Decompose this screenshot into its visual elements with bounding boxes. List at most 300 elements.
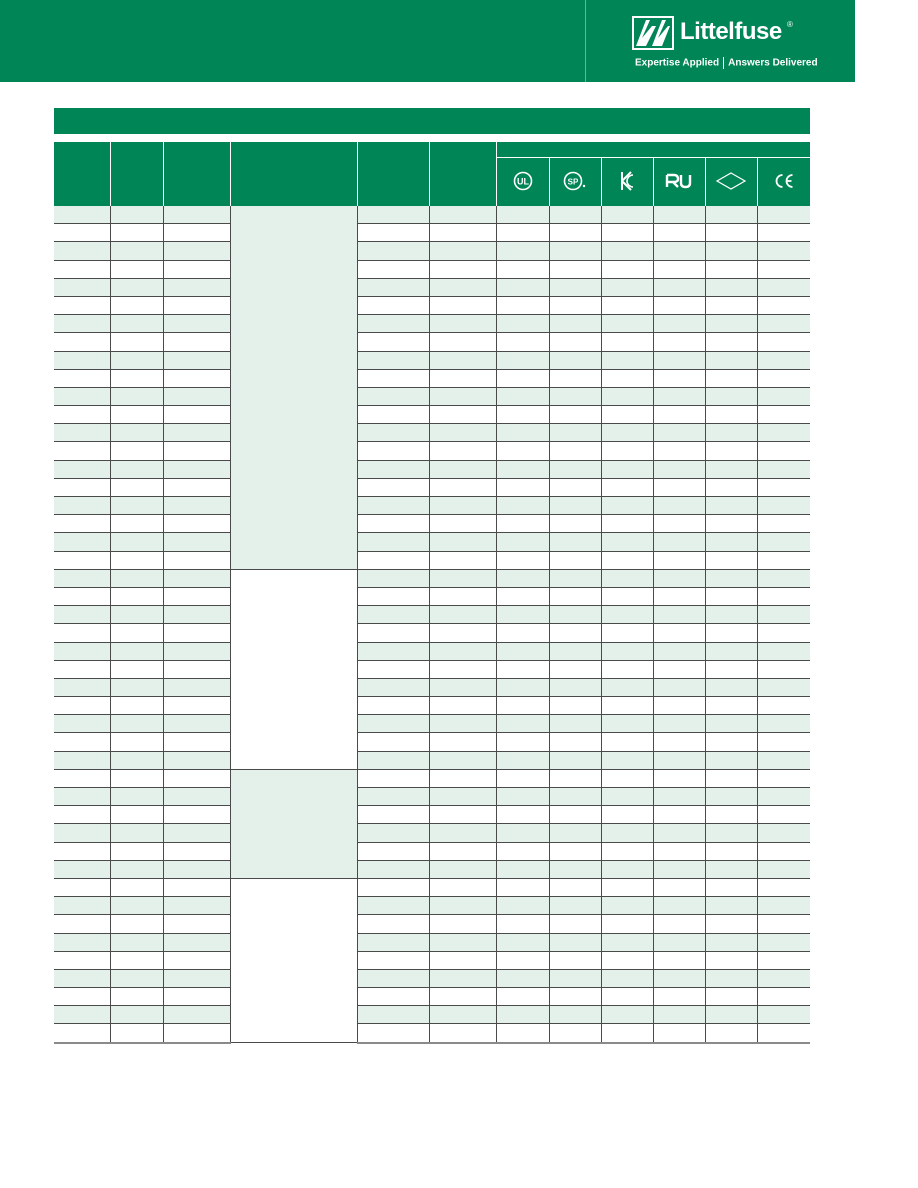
table-cell: [705, 515, 757, 533]
table-cell: [705, 497, 757, 515]
table-cell: [757, 569, 810, 587]
table-cell: [549, 733, 601, 751]
ce-icon: [758, 171, 811, 193]
table-cell: [54, 824, 110, 842]
section-title-bar: [54, 108, 810, 134]
table-cell: [757, 242, 810, 260]
table-cell: [653, 515, 705, 533]
table-cell: [429, 315, 496, 333]
table-cell: [601, 587, 653, 605]
table-cell: [705, 296, 757, 314]
table-cell: [54, 315, 110, 333]
table-cell: [110, 897, 163, 915]
littelfuse-logo-icon: [632, 16, 674, 50]
table-cell: [110, 878, 163, 896]
table-cell: [357, 333, 429, 351]
registered-mark: ®: [787, 20, 793, 29]
table-cell: [163, 969, 230, 987]
table-row: [54, 296, 810, 314]
table-cell: [163, 806, 230, 824]
column-header: [230, 142, 357, 206]
table-cell: [757, 442, 810, 460]
table-row: [54, 315, 810, 333]
table-cell: [429, 842, 496, 860]
table-cell: [429, 860, 496, 878]
table-cell: [549, 751, 601, 769]
svg-text:SP: SP: [567, 177, 579, 187]
table-cell: [653, 587, 705, 605]
table-cell: [429, 806, 496, 824]
table-cell: [110, 842, 163, 860]
table-cell: [110, 860, 163, 878]
table-cell: [757, 587, 810, 605]
table-cell: [653, 933, 705, 951]
table-row: [54, 842, 810, 860]
table-cell: [110, 315, 163, 333]
table-cell: [653, 715, 705, 733]
table-cell: [357, 788, 429, 806]
table-cell: [163, 515, 230, 533]
table-cell: [429, 1006, 496, 1024]
table-cell: [601, 333, 653, 351]
table-cell: [54, 351, 110, 369]
table-cell: [601, 824, 653, 842]
column-header: [163, 142, 230, 206]
table-cell: [601, 751, 653, 769]
table-cell: [757, 842, 810, 860]
table-cell: [757, 806, 810, 824]
table-row: [54, 933, 810, 951]
table-cell: [601, 715, 653, 733]
table-cell: [357, 387, 429, 405]
table-row: [54, 951, 810, 969]
table-cell: [357, 842, 429, 860]
table-cell: [357, 424, 429, 442]
table-cell: [110, 624, 163, 642]
table-cell: [496, 951, 549, 969]
table-cell: [357, 1006, 429, 1024]
table-cell: [549, 515, 601, 533]
table-cell: [496, 369, 549, 387]
table-cell: [496, 660, 549, 678]
table-cell: [357, 497, 429, 515]
kc-icon: [602, 170, 653, 194]
table-cell: [549, 551, 601, 569]
table-cell: [705, 569, 757, 587]
table-cell: [54, 806, 110, 824]
table-cell: [163, 788, 230, 806]
table-cell: [429, 751, 496, 769]
table-cell: [54, 587, 110, 605]
table-cell: [705, 224, 757, 242]
table-row: [54, 769, 810, 787]
table-cell: [705, 788, 757, 806]
table-cell: [54, 333, 110, 351]
table-cell: [54, 442, 110, 460]
table-cell: [429, 824, 496, 842]
table-cell: [653, 351, 705, 369]
table-cell: [429, 1024, 496, 1043]
table-cell: [549, 442, 601, 460]
table-cell: [54, 296, 110, 314]
table-cell: [357, 460, 429, 478]
table-cell: [601, 606, 653, 624]
table-cell: [357, 242, 429, 260]
table-cell: [110, 497, 163, 515]
table-cell: [429, 660, 496, 678]
table-cell: [429, 387, 496, 405]
table-cell: [496, 478, 549, 496]
table-cell: [357, 642, 429, 660]
table-cell: [163, 315, 230, 333]
logo-wordmark: Littelfuse: [680, 18, 782, 45]
table-cell: [110, 788, 163, 806]
table-cell: [163, 915, 230, 933]
table-cell: [357, 296, 429, 314]
table-cell: [429, 933, 496, 951]
table-cell: [601, 988, 653, 1006]
merged-group-cell: [230, 878, 357, 1042]
table-cell: [54, 897, 110, 915]
table-cell: [496, 860, 549, 878]
table-cell: [757, 515, 810, 533]
table-cell: [429, 460, 496, 478]
table-cell: [110, 751, 163, 769]
table-cell: [357, 988, 429, 1006]
table-cell: [757, 497, 810, 515]
table-cell: [163, 624, 230, 642]
table-cell: [653, 206, 705, 224]
table-cell: [653, 624, 705, 642]
table-cell: [54, 678, 110, 696]
table-row: [54, 569, 810, 587]
agency-column-header: [496, 158, 549, 207]
table-cell: [705, 624, 757, 642]
table-cell: [757, 315, 810, 333]
table-cell: [496, 242, 549, 260]
table-cell: [429, 678, 496, 696]
table-cell: [653, 606, 705, 624]
table-cell: [549, 897, 601, 915]
table-cell: [357, 351, 429, 369]
svg-text:UL: UL: [516, 176, 529, 187]
table-cell: [357, 533, 429, 551]
table-cell: [429, 624, 496, 642]
table-cell: [163, 278, 230, 296]
table-cell: [653, 806, 705, 824]
table-cell: [601, 951, 653, 969]
table-cell: [705, 478, 757, 496]
table-cell: [429, 569, 496, 587]
table-cell: [653, 915, 705, 933]
table-cell: [54, 206, 110, 224]
table-cell: [429, 296, 496, 314]
table-cell: [653, 969, 705, 987]
table-cell: [496, 315, 549, 333]
table-cell: [757, 533, 810, 551]
table-cell: [357, 569, 429, 587]
table-cell: [110, 442, 163, 460]
table-cell: [757, 206, 810, 224]
table-cell: [357, 442, 429, 460]
table-cell: [163, 660, 230, 678]
table-cell: [357, 606, 429, 624]
table-cell: [357, 751, 429, 769]
table-cell: [357, 587, 429, 605]
table-cell: [110, 1024, 163, 1043]
table-cell: [496, 533, 549, 551]
table-cell: [705, 660, 757, 678]
table-cell: [163, 642, 230, 660]
table-cell: [357, 624, 429, 642]
table-cell: [357, 260, 429, 278]
table-cell: [110, 769, 163, 787]
table-cell: [549, 1024, 601, 1043]
table-cell: [110, 333, 163, 351]
table-row: [54, 497, 810, 515]
table-cell: [757, 933, 810, 951]
table-row: [54, 206, 810, 224]
table-cell: [549, 369, 601, 387]
table-row: [54, 988, 810, 1006]
table-cell: [110, 569, 163, 587]
tagline-right: Answers Delivered: [728, 57, 818, 69]
table-cell: [429, 260, 496, 278]
table-cell: [757, 678, 810, 696]
table-cell: [110, 296, 163, 314]
table-cell: [601, 897, 653, 915]
table-cell: [110, 206, 163, 224]
table-cell: [601, 860, 653, 878]
header-divider: [585, 0, 586, 82]
ordering-table: [54, 142, 810, 1044]
table-cell: [601, 660, 653, 678]
table-cell: [163, 587, 230, 605]
table-row: [54, 751, 810, 769]
table-cell: [653, 369, 705, 387]
table-cell: [54, 933, 110, 951]
table-cell: [54, 769, 110, 787]
table-cell: [653, 224, 705, 242]
table-cell: [110, 969, 163, 987]
table-cell: [601, 915, 653, 933]
table-row: [54, 351, 810, 369]
table-cell: [705, 678, 757, 696]
table-cell: [496, 624, 549, 642]
table-cell: [429, 969, 496, 987]
table-cell: [653, 878, 705, 896]
table-cell: [653, 824, 705, 842]
table-cell: [357, 315, 429, 333]
table-cell: [705, 933, 757, 951]
table-cell: [653, 860, 705, 878]
table-cell: [54, 606, 110, 624]
table-cell: [54, 460, 110, 478]
table-cell: [653, 1024, 705, 1043]
table-cell: [357, 1024, 429, 1043]
table-cell: [705, 387, 757, 405]
pse-icon: [706, 171, 757, 193]
table-cell: [549, 351, 601, 369]
table-cell: [653, 497, 705, 515]
table-row: [54, 406, 810, 424]
table-cell: [496, 842, 549, 860]
table-cell: [705, 551, 757, 569]
table-cell: [705, 878, 757, 896]
table-cell: [54, 660, 110, 678]
table-cell: [429, 533, 496, 551]
table-cell: [54, 878, 110, 896]
table-row: [54, 460, 810, 478]
table-cell: [757, 660, 810, 678]
table-row: [54, 587, 810, 605]
table-cell: [705, 533, 757, 551]
table-cell: [54, 969, 110, 987]
table-cell: [549, 387, 601, 405]
table-cell: [429, 642, 496, 660]
table-cell: [757, 278, 810, 296]
table-cell: [110, 1006, 163, 1024]
table-cell: [357, 915, 429, 933]
table-cell: [357, 478, 429, 496]
table-cell: [757, 369, 810, 387]
table-cell: [496, 497, 549, 515]
table-cell: [705, 278, 757, 296]
table-cell: [653, 260, 705, 278]
table-cell: [110, 260, 163, 278]
table-cell: [163, 769, 230, 787]
table-cell: [757, 1006, 810, 1024]
table-cell: [429, 878, 496, 896]
table-cell: [110, 733, 163, 751]
table-cell: [496, 206, 549, 224]
table-cell: [110, 351, 163, 369]
table-cell: [429, 515, 496, 533]
table-row: [54, 915, 810, 933]
table-cell: [757, 951, 810, 969]
table-cell: [549, 842, 601, 860]
table-cell: [757, 824, 810, 842]
table-cell: [110, 551, 163, 569]
column-header: [429, 142, 496, 206]
table-cell: [601, 624, 653, 642]
table-cell: [757, 897, 810, 915]
table-cell: [705, 842, 757, 860]
table-cell: [54, 497, 110, 515]
table-cell: [549, 333, 601, 351]
table-cell: [549, 715, 601, 733]
table-cell: [549, 933, 601, 951]
table-cell: [357, 678, 429, 696]
table-cell: [54, 406, 110, 424]
table-cell: [653, 988, 705, 1006]
littelfuse-logo: [632, 16, 812, 50]
table-cell: [110, 515, 163, 533]
table-cell: [110, 278, 163, 296]
table-cell: [163, 242, 230, 260]
table-cell: [705, 351, 757, 369]
table-cell: [110, 806, 163, 824]
table-cell: [110, 224, 163, 242]
table-cell: [601, 1006, 653, 1024]
table-cell: [163, 606, 230, 624]
table-cell: [757, 551, 810, 569]
table-cell: [429, 369, 496, 387]
table-cell: [705, 260, 757, 278]
table-cell: [705, 988, 757, 1006]
table-cell: [601, 878, 653, 896]
table-row: [54, 333, 810, 351]
table-cell: [549, 206, 601, 224]
table-cell: [163, 351, 230, 369]
table-cell: [163, 224, 230, 242]
agency-column-header: [549, 158, 601, 207]
table-row: [54, 715, 810, 733]
table-cell: [757, 387, 810, 405]
table-cell: [496, 806, 549, 824]
table-cell: [653, 569, 705, 587]
table-cell: [757, 788, 810, 806]
table-cell: [549, 497, 601, 515]
merged-group-cell: [230, 569, 357, 769]
table-cell: [653, 733, 705, 751]
table-row: [54, 897, 810, 915]
table-cell: [496, 406, 549, 424]
table-cell: [549, 1006, 601, 1024]
table-cell: [357, 224, 429, 242]
table-cell: [54, 842, 110, 860]
table-cell: [429, 951, 496, 969]
table-cell: [601, 1024, 653, 1043]
table-cell: [496, 260, 549, 278]
column-header: [110, 142, 163, 206]
table-cell: [549, 242, 601, 260]
table-cell: [357, 733, 429, 751]
table-cell: [757, 878, 810, 896]
agency-column-header: [705, 158, 757, 207]
table-cell: [429, 915, 496, 933]
table-row: [54, 478, 810, 496]
table-cell: [549, 533, 601, 551]
table-cell: [496, 278, 549, 296]
table-row: [54, 678, 810, 696]
table-cell: [601, 242, 653, 260]
table-cell: [429, 769, 496, 787]
table-cell: [163, 296, 230, 314]
table-cell: [496, 333, 549, 351]
table-cell: [705, 951, 757, 969]
table-cell: [757, 424, 810, 442]
table-cell: [54, 515, 110, 533]
table-cell: [54, 387, 110, 405]
table-row: [54, 824, 810, 842]
table-cell: [54, 533, 110, 551]
table-cell: [429, 788, 496, 806]
table-cell: [496, 878, 549, 896]
table-cell: [653, 333, 705, 351]
table-cell: [54, 624, 110, 642]
table-cell: [496, 733, 549, 751]
table-cell: [601, 515, 653, 533]
table-cell: [357, 515, 429, 533]
table-cell: [601, 478, 653, 496]
table-cell: [496, 424, 549, 442]
table-cell: [163, 478, 230, 496]
table-cell: [757, 915, 810, 933]
table-cell: [163, 860, 230, 878]
table-cell: [601, 497, 653, 515]
table-cell: [496, 715, 549, 733]
